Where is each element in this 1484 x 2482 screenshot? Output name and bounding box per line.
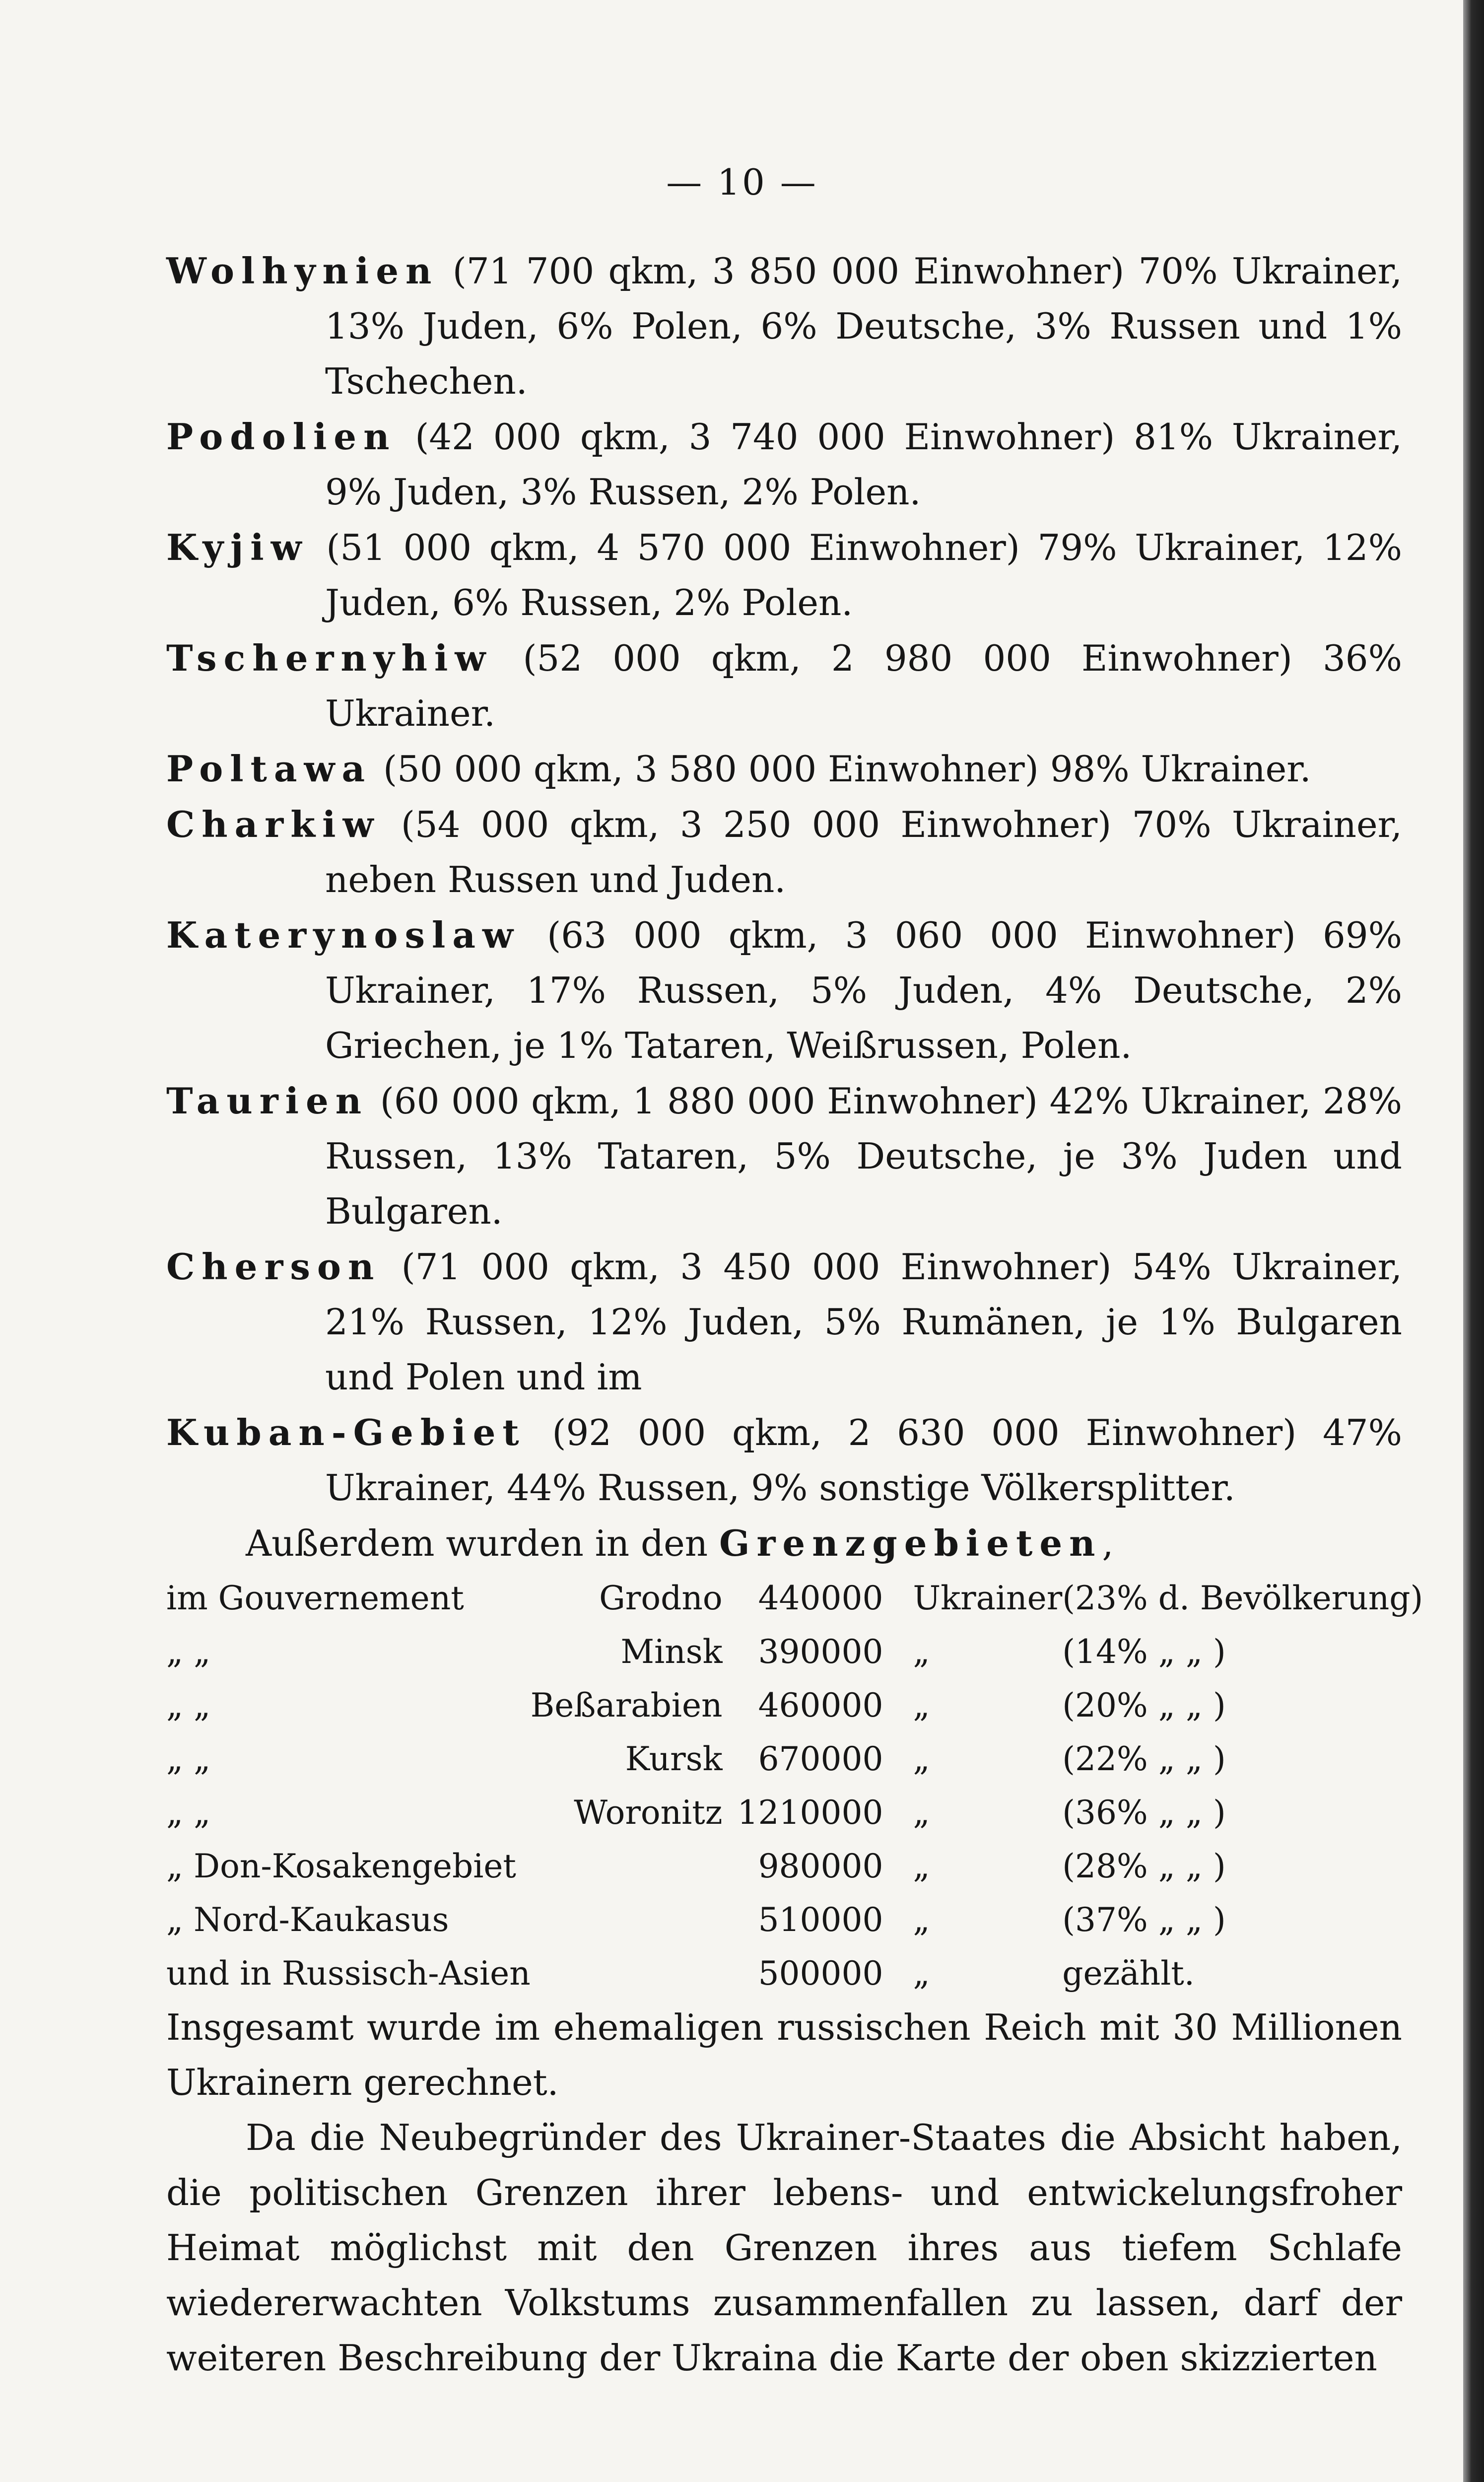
border-intro-prefix: Außerdem wurden in den bbox=[246, 1522, 708, 1564]
border-cell-lead: und in Russisch-Asien bbox=[166, 1954, 531, 1993]
border-cell-unit: „ bbox=[913, 1900, 930, 1939]
border-row bbox=[166, 1946, 1423, 2000]
region-stats: (54 000 qkm, 3 250 000 Einwohner) 70% Ukrainer, neben Russen und Juden. bbox=[325, 804, 1402, 900]
border-cell-num: 980000 bbox=[758, 1847, 883, 1885]
region-name: Kyjiw bbox=[166, 526, 309, 568]
border-cell-name bbox=[531, 1946, 738, 2000]
region-stats: (71 700 qkm, 3 850 000 Einwohner) 70% Ukrainer, 13% Juden, 6% Polen, 6% Deutsche, 3% Russen und 1% Tschechen. bbox=[325, 250, 1402, 402]
border-cell-num: 460000 bbox=[758, 1686, 883, 1724]
border-intro-spaced: Grenzgebieten bbox=[719, 1522, 1102, 1564]
border-cell-pct: (20% „ „ ) bbox=[1062, 1686, 1226, 1724]
region-entry bbox=[166, 520, 1402, 630]
region-name: Poltawa bbox=[166, 748, 372, 790]
region-name: Wolhynien bbox=[166, 250, 439, 292]
region-list bbox=[166, 243, 1402, 1516]
region-entry bbox=[166, 907, 1402, 1073]
region-name: Taurien bbox=[166, 1080, 369, 1122]
region-name: Cherson bbox=[166, 1245, 381, 1288]
border-cell-name bbox=[531, 1893, 738, 1946]
border-cell-name: Beßarabien bbox=[530, 1686, 723, 1724]
border-cell-unit: „ bbox=[913, 1739, 930, 1778]
region-entry bbox=[166, 1405, 1402, 1516]
region-stats: (51 000 qkm, 4 570 000 Einwohner) 79% Ukrainer, 12% Juden, 6% Russen, 2% Polen. bbox=[325, 527, 1402, 623]
border-cell-pct: (14% „ „ ) bbox=[1062, 1632, 1226, 1671]
region-stats: (60 000 qkm, 1 880 000 Einwohner) 42% Ukrainer, 28% Russen, 13% Tataren, 5% Deutsche, je 3% Juden und Bulgaren. bbox=[325, 1080, 1403, 1232]
border-cell-num: 500000 bbox=[758, 1954, 883, 1993]
border-cell-num: 440000 bbox=[758, 1579, 883, 1617]
border-cell-lead: „ „ bbox=[166, 1793, 211, 1832]
border-cell-unit: Ukrainer bbox=[913, 1579, 1063, 1617]
border-cell-lead: „ „ bbox=[166, 1686, 211, 1724]
region-entry bbox=[166, 797, 1402, 907]
paragraph-borders: Da die Neubegründer des Ukrainer-Staates die Absicht haben, die politischen Grenzen ihrer lebens- und entwickelungsfroher Heimat möglichst mit den Grenzen ihres aus tiefem Schlafe wiedererwachten Volkstums zusammenfallen zu lassen, darf der weiteren Beschreibung der Ukraina die Karte der oben skizzierten bbox=[166, 2117, 1402, 2379]
region-name: Kuban-Gebiet bbox=[166, 1411, 526, 1453]
region-entry bbox=[166, 630, 1402, 741]
region-stats: (42 000 qkm, 3 740 000 Einwohner) 81% Ukrainer, 9% Juden, 3% Russen, 2% Polen. bbox=[325, 416, 1402, 513]
border-cell-name: Minsk bbox=[620, 1632, 723, 1671]
text-block bbox=[166, 243, 1423, 2386]
border-cell-pct: (37% „ „ ) bbox=[1062, 1900, 1226, 1939]
border-cell-unit: „ bbox=[913, 1793, 930, 1832]
region-stats: (92 000 qkm, 2 630 000 Einwohner) 47% Ukrainer, 44% Russen, 9% sonstige Völkersplitter. bbox=[325, 1412, 1402, 1509]
paragraph-total: Insgesamt wurde im ehemaligen russischen Reich mit 30 Millionen Ukrainern gerechnet. bbox=[166, 2006, 1402, 2103]
border-cell-pct: (36% „ „ ) bbox=[1062, 1793, 1226, 1832]
region-stats: (63 000 qkm, 3 060 000 Einwohner) 69% Ukrainer, 17% Russen, 5% Juden, 4% Deutsche, 2% Griechen, je 1% Tataren, Weißrussen, Polen. bbox=[325, 914, 1403, 1066]
border-row bbox=[166, 1839, 1423, 1893]
border-cell-name: Woronitz bbox=[574, 1793, 723, 1832]
region-name: Charkiw bbox=[166, 803, 381, 845]
region-entry bbox=[166, 741, 1402, 797]
region-entry bbox=[166, 1239, 1402, 1405]
border-row bbox=[166, 1786, 1423, 1839]
border-cell-pct: (23% d. Bevölkerung) bbox=[1062, 1579, 1423, 1617]
border-cell-num: 390000 bbox=[758, 1632, 883, 1671]
border-cell-num: 670000 bbox=[758, 1739, 883, 1778]
border-row bbox=[166, 1678, 1423, 1732]
border-row bbox=[166, 1893, 1423, 1946]
border-cell-name bbox=[531, 1839, 738, 1893]
region-entry bbox=[166, 409, 1402, 520]
region-name: Tschernyhiw bbox=[166, 637, 493, 679]
page-edge-shadow bbox=[1463, 0, 1484, 2482]
region-stats: (52 000 qkm, 2 980 000 Einwohner) 36% Ukrainer. bbox=[325, 637, 1403, 734]
border-cell-unit: „ bbox=[913, 1954, 930, 1993]
region-stats: (50 000 qkm, 3 580 000 Einwohner) 98% Ukrainer. bbox=[383, 748, 1311, 790]
border-cell-name: Grodno bbox=[599, 1579, 723, 1617]
border-intro bbox=[166, 1516, 1402, 1571]
border-cell-lead: „ „ bbox=[166, 1739, 211, 1778]
border-cell-num: 1210000 bbox=[737, 1793, 883, 1832]
border-intro-suffix: , bbox=[1102, 1522, 1114, 1564]
border-cell-name: Kursk bbox=[625, 1739, 723, 1778]
region-entry bbox=[166, 1073, 1402, 1239]
border-cell-pct: (28% „ „ ) bbox=[1062, 1847, 1226, 1885]
region-entry bbox=[166, 243, 1402, 409]
border-row bbox=[166, 1571, 1423, 1625]
border-cell-unit: „ bbox=[913, 1686, 930, 1724]
border-cell-unit: „ bbox=[913, 1847, 930, 1885]
border-cell-num: 510000 bbox=[758, 1900, 883, 1939]
border-table bbox=[166, 1571, 1423, 2000]
border-cell-lead: „ Nord-Kaukasus bbox=[166, 1900, 449, 1939]
region-name: Katerynoslaw bbox=[166, 914, 520, 956]
border-cell-lead: „ „ bbox=[166, 1632, 211, 1671]
border-cell-pct: gezählt. bbox=[1062, 1954, 1195, 1993]
border-cell-lead: „ Don-Kosakengebiet bbox=[166, 1847, 516, 1885]
border-cell-pct: (22% „ „ ) bbox=[1062, 1739, 1226, 1778]
border-row bbox=[166, 1625, 1423, 1678]
border-cell-lead: im Gouvernement bbox=[166, 1579, 464, 1617]
border-row bbox=[166, 1732, 1423, 1786]
page-number: — 10 — bbox=[666, 161, 818, 203]
region-stats: (71 000 qkm, 3 450 000 Einwohner) 54% Ukrainer, 21% Russen, 12% Juden, 5% Rumänen, je 1% Bulgaren und Polen und im bbox=[325, 1246, 1402, 1398]
region-name: Podolien bbox=[166, 415, 397, 458]
border-cell-unit: „ bbox=[913, 1632, 930, 1671]
